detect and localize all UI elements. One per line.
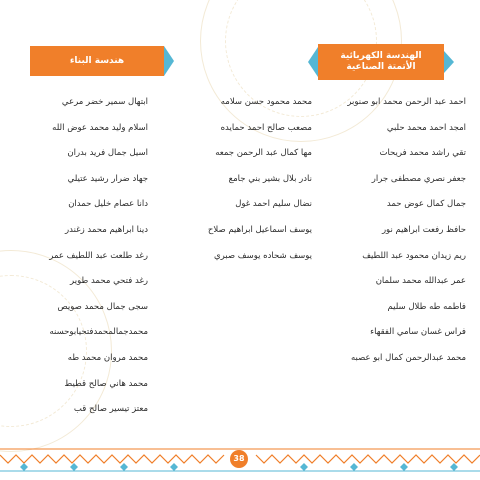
name-item: نادر بلال بشير بني جامع <box>228 173 312 184</box>
names-column-right <box>316 96 466 378</box>
name-item: محمد محمود حسن سلامه <box>220 97 312 107</box>
name-item: مها كمال عبد الرحمن جمعه <box>215 148 312 159</box>
names-column-middle <box>168 96 312 275</box>
name-item: جمال كمال عوض حمد <box>386 199 466 210</box>
name-item: مصعب صالح احمد حمايده <box>220 122 312 133</box>
page-number: 38 <box>230 450 248 468</box>
name-item: فراس غسان سامي الفقهاء <box>370 327 466 338</box>
banner-tip-arrow <box>308 47 318 77</box>
name-item: تقي راشد محمد فريحات <box>379 148 466 159</box>
name-item: جعفر نصري مصطفى جرار <box>371 173 466 184</box>
section-banner-building-engineering <box>30 46 164 76</box>
name-item: جهاد ضرار رشيد عتيلي <box>67 173 148 184</box>
name-item: احمد عبد الرحمن محمد ابو صنوبر <box>347 97 466 107</box>
name-item: عمر عبدالله محمد سلمان <box>375 276 466 287</box>
name-item: رغد فتحي محمد طوير <box>70 276 148 287</box>
name-item: يوسف شحاده يوسف صبري <box>213 250 312 261</box>
banner-tip-arrow <box>444 51 454 73</box>
name-item: يوسف اسماعيل ابراهيم صلاح <box>207 224 312 235</box>
name-item: فاطمه طه طلال سليم <box>387 301 466 312</box>
name-item: محمد هاني صالح قطيط <box>64 378 148 389</box>
section-banner-electrical-engineering <box>318 44 444 80</box>
name-item: دانا عصام خليل حمدان <box>68 199 148 210</box>
name-item: محمد عبدالرحمن كمال ابو عصبه <box>350 352 466 363</box>
name-item: دينا ابراهيم محمد زغندر <box>65 224 148 235</box>
name-item: حافظ رفعت ابراهيم نور <box>381 224 466 235</box>
name-item: معتز تيسير صالح قب <box>73 404 148 415</box>
name-item: ابتهال سمير خضر مرعي <box>61 97 148 107</box>
name-item: ريم زيدان محمود عبد اللطيف <box>362 250 466 261</box>
name-item: اسلام وليد محمد عوض الله <box>52 122 148 133</box>
banner-title-line1: الهندسة الكهربائية <box>340 51 422 61</box>
banner-title: هندسة البناء <box>69 55 125 66</box>
name-item: نضال سليم احمد غول <box>235 199 312 210</box>
name-item: محمدجمالمحمدفتحيابوحسنه <box>49 327 148 338</box>
name-item: اسيل جمال فريد بدران <box>67 148 148 159</box>
banner-tip-arrow <box>164 46 174 76</box>
name-item: محمد مروان محمد طه <box>67 352 148 363</box>
name-item: سجى جمال محمد صويص <box>57 301 148 312</box>
name-item: امجد احمد محمد حلبي <box>386 122 466 133</box>
names-column-left <box>8 96 148 429</box>
banner-title-line2: الأتمتة الصناعية <box>346 62 416 72</box>
name-item: رغد طلعت عبد اللطيف عمر <box>49 250 148 261</box>
